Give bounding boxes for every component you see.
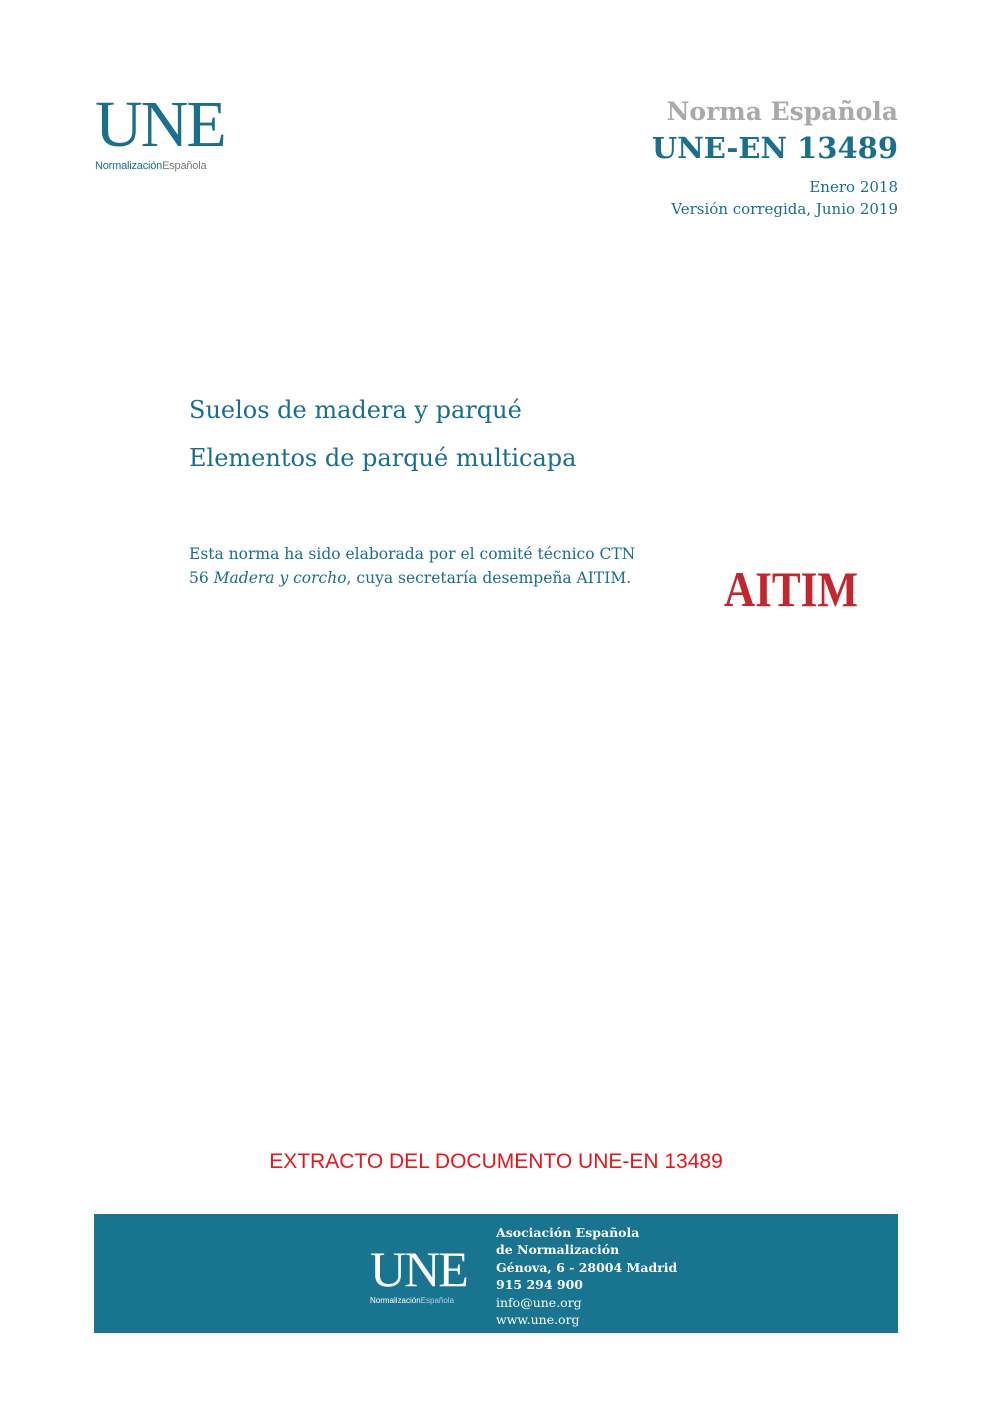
une-logo-letters: UNE [95, 88, 225, 161]
committee-paragraph [189, 542, 659, 590]
footer-band [94, 1214, 898, 1333]
footer-logo-sub-b: Española [420, 1296, 455, 1305]
footer-logo-sub-a: Normalización [370, 1296, 421, 1305]
aitim-logo-text: AITIM [724, 561, 858, 617]
committee-name: Madera y corcho [213, 569, 347, 587]
org-name-line-2: de Normalización [496, 1242, 620, 1258]
committee-text-b: , cuya secretaría desempeña AITIM. [346, 569, 632, 587]
document-header [652, 96, 898, 220]
footer-contact [496, 1224, 677, 1328]
footer-logo-subtitle [370, 1296, 480, 1305]
org-web-link[interactable]: www.une.org [496, 1312, 580, 1328]
norma-label: Norma Española [666, 97, 898, 126]
standard-code: UNE-EN 13489 [651, 131, 898, 165]
une-logo-sub-a: Normalización [95, 160, 163, 172]
org-phone: 915 294 900 [496, 1277, 583, 1293]
committee-text-a: Esta norma ha sido elaborada por el comité técnico CTN 56 [189, 545, 636, 587]
footer-logo-letters: UNE [370, 1241, 467, 1297]
une-logo-subtitle [95, 160, 245, 172]
document-titles [189, 386, 576, 482]
title-line-2: Elementos de parqué multicapa [189, 444, 577, 472]
org-name-line-1: Asociación Española [496, 1225, 640, 1240]
org-email-link[interactable]: info@une.org [496, 1294, 582, 1310]
version-note: Versión corregida, Junio 2019 [671, 200, 898, 218]
extract-notice: EXTRACTO DEL DOCUMENTO UNE-EN 13489 [269, 1150, 723, 1173]
footer-une-logo [370, 1241, 480, 1316]
une-logo [95, 88, 245, 177]
org-address: Génova, 6 - 28004 Madrid [496, 1259, 678, 1275]
publication-date: Enero 2018 [809, 178, 898, 196]
une-logo-sub-b: Española [162, 160, 207, 172]
title-line-1: Suelos de madera y parqué [189, 396, 522, 424]
aitim-logo [724, 556, 858, 617]
